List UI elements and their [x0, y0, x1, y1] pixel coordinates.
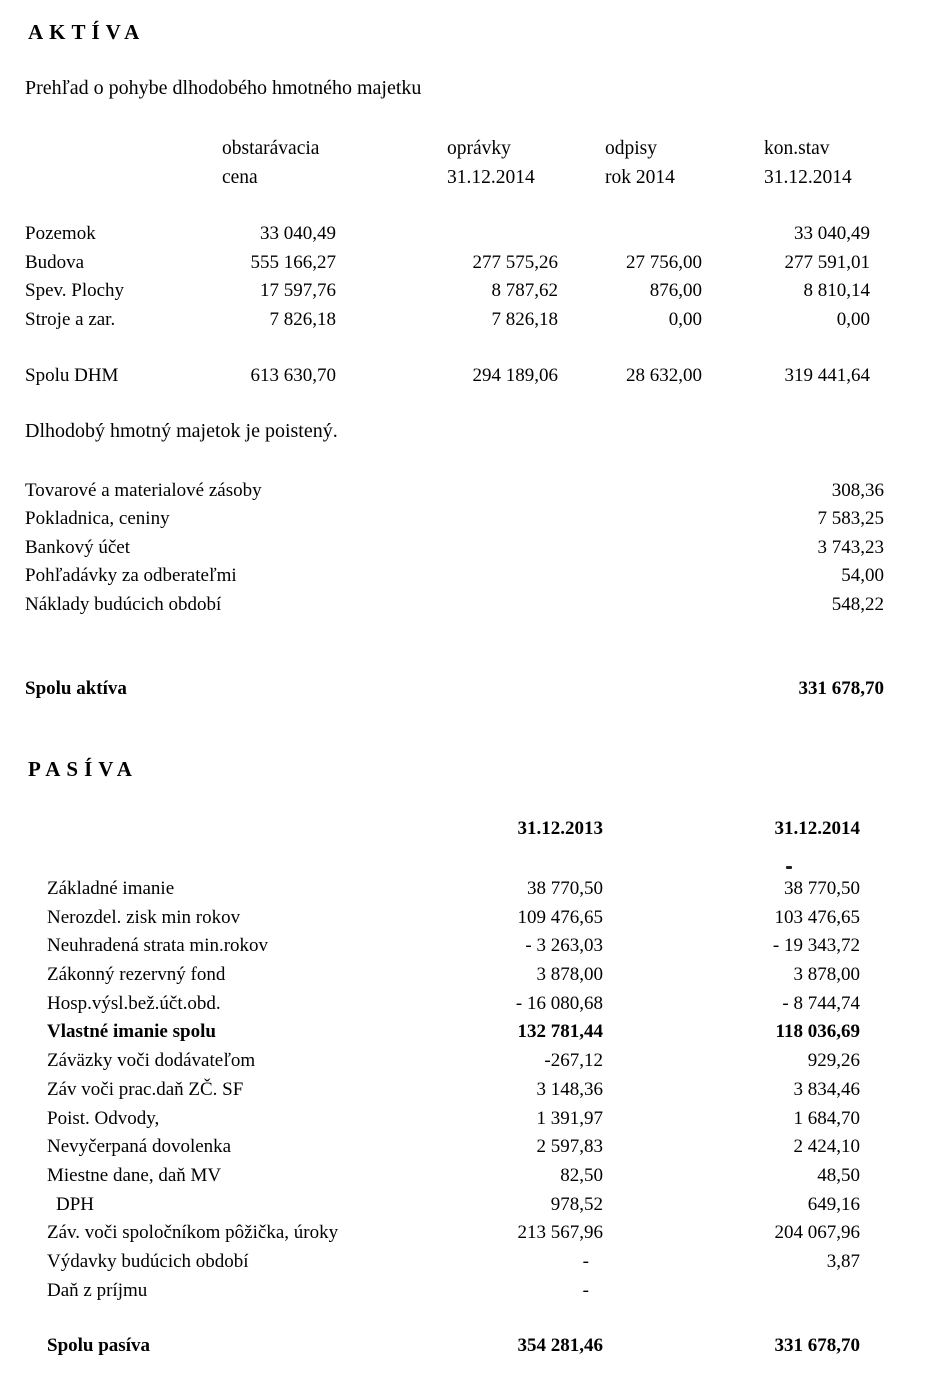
row-label: Spolu aktíva: [25, 678, 127, 699]
row-label: Záväzky voči dodávateľom: [47, 1050, 256, 1072]
cell-odpisy: 28 632,00: [626, 365, 702, 386]
cell-2014: 2 424,10: [793, 1136, 860, 1158]
aktiva-section-heading: AKTÍVA: [28, 20, 146, 44]
cell-2013: 38 770,50: [527, 878, 603, 899]
dhm-col-header-opravky: [447, 135, 535, 192]
cell-2014: 331 678,70: [774, 1335, 860, 1356]
cell-2013: 3 878,00: [536, 964, 603, 986]
cell-2014: 929,26: [807, 1050, 860, 1072]
row-label: Bankový účet: [25, 536, 131, 558]
equity-total-row: [47, 1018, 860, 1047]
row-label: Miestne dane, daň MV: [47, 1164, 222, 1186]
table-row: [25, 277, 870, 306]
current-assets-list: [25, 477, 884, 619]
row-value: 3 743,23: [817, 536, 884, 558]
cell-2013: 109 476,65: [517, 906, 603, 928]
cell-2014: 38 770,50: [784, 878, 860, 899]
dhm-col-header-line: cena: [222, 166, 258, 188]
dhm-col-header-line: kon.stav: [764, 138, 830, 159]
dhm-col-header-line: 31.12.2014: [447, 166, 535, 188]
scan-artifact-dot: [786, 866, 792, 869]
cell-2014: 3,87: [826, 1250, 860, 1272]
cell-2014: 1 684,70: [793, 1107, 860, 1129]
row-label: Neuhradená strata min.rokov: [47, 935, 269, 957]
pasiva-col-header-2013: 31.12.2013: [517, 818, 603, 839]
table-row: [47, 1332, 860, 1361]
dhm-col-header-line: obstarávacia: [222, 138, 320, 159]
pasiva-col-header-2014: 31.12.2014: [774, 818, 860, 839]
row-label: Záv voči prac.daň ZČ. SF: [47, 1078, 244, 1100]
cell-2014: - 19 343,72: [772, 935, 860, 957]
cell-konstav: 319 441,64: [784, 365, 870, 386]
cell-2013: -: [582, 1250, 589, 1272]
table-row: [47, 961, 860, 990]
table-row: [47, 1076, 860, 1105]
cell-2014: 649,16: [807, 1193, 860, 1215]
row-label: Daň z príjmu: [47, 1279, 148, 1301]
dhm-total-row-wrap: [25, 362, 870, 391]
dhm-col-header-obstaravacia: [222, 135, 319, 192]
pasiva-col-headers: [47, 815, 860, 844]
cell-2014: 118 036,69: [775, 1021, 860, 1043]
cell-konstav: 33 040,49: [794, 223, 870, 244]
row-label: Nevyčerpaná dovolenka: [47, 1136, 232, 1158]
table-row: [47, 990, 860, 1019]
table-row: [47, 932, 860, 961]
dhm-col-header-line: 31.12.2014: [764, 166, 852, 188]
cell-2013: 1 391,97: [536, 1107, 603, 1129]
row-value: 7 583,25: [817, 508, 884, 530]
cell-opravky: [336, 220, 558, 249]
cell-odpisy: 0,00: [668, 308, 702, 330]
pasiva-table-body: [47, 875, 860, 1305]
table-row: [47, 1162, 860, 1191]
row-label: Stroje a zar.: [25, 308, 116, 330]
cell-2013: 213 567,96: [517, 1222, 603, 1244]
dhm-col-header-odpisy: [605, 135, 675, 192]
cell-obstaravacia-cena: 33 040,49: [260, 223, 336, 244]
table-row: [47, 1277, 860, 1306]
dhm-insured-note: Dlhodobý hmotný majetok je poistený.: [25, 420, 338, 442]
cell-konstav: 277 591,01: [784, 251, 870, 273]
pasiva-total-row: [47, 1332, 860, 1361]
table-row: [47, 1105, 860, 1134]
table-row: [47, 1219, 860, 1248]
cell-opravky: 8 787,62: [491, 280, 558, 301]
row-label: Spolu DHM: [25, 365, 119, 386]
cell-2014: 204 067,96: [774, 1222, 860, 1244]
row-label: Nerozdel. zisk min rokov: [47, 906, 241, 928]
cell-2013: 978,52: [550, 1193, 603, 1215]
cell-2013: 3 148,36: [536, 1078, 603, 1100]
table-row: [25, 249, 870, 278]
cell-2013: -: [582, 1279, 589, 1301]
cell-obstaravacia-cena: 613 630,70: [250, 365, 336, 386]
cell-2013: 82,50: [560, 1164, 603, 1186]
row-value: 308,36: [831, 480, 884, 501]
cell-odpisy: 876,00: [649, 280, 702, 301]
row-label: Budova: [25, 251, 85, 273]
table-row: [25, 306, 870, 335]
row-label: Základné imanie: [47, 878, 175, 899]
table-row: [25, 220, 870, 249]
list-item: [25, 477, 884, 505]
cell-2013: - 16 080,68: [515, 992, 603, 1014]
cell-2014: - 8 744,74: [782, 992, 860, 1014]
cell-konstav: 8 810,14: [803, 280, 870, 301]
list-item: [25, 562, 884, 590]
cell-odpisy: [558, 220, 702, 249]
dhm-total-row: [25, 362, 870, 391]
list-item: [25, 534, 884, 562]
row-label: Pohľadávky za odberateľmi: [25, 565, 237, 587]
cell-odpisy: 27 756,00: [626, 251, 702, 273]
cell-opravky: 7 826,18: [491, 308, 558, 330]
row-label: Pozemok: [25, 223, 96, 244]
row-label: Náklady budúcich období: [25, 593, 222, 615]
row-label: Pokladnica, ceniny: [25, 508, 170, 530]
dhm-col-header-line: oprávky: [447, 138, 511, 159]
cell-opravky: 294 189,06: [472, 365, 558, 386]
row-label: Spev. Plochy: [25, 280, 125, 301]
dhm-table-body: [25, 220, 870, 334]
table-row: [47, 1248, 860, 1277]
row-label: DPH: [56, 1193, 95, 1215]
table-row: [47, 1047, 860, 1076]
cell-obstaravacia-cena: 7 826,18: [269, 308, 336, 330]
table-row: [47, 875, 860, 904]
spacer: [47, 815, 427, 844]
list-item: [25, 591, 884, 619]
dhm-col-header-konstav: [764, 135, 852, 192]
cell-2013: -267,12: [544, 1050, 603, 1072]
cell-2014: [603, 1277, 860, 1306]
table-row: [25, 675, 884, 703]
dhm-col-header-line: odpisy: [605, 138, 658, 159]
cell-konstav: 0,00: [836, 308, 870, 330]
cell-2013: 132 781,44: [517, 1021, 603, 1043]
cell-2013: 2 597,83: [536, 1136, 603, 1158]
dhm-col-header-line: rok 2014: [605, 166, 675, 188]
table-row: [47, 1191, 860, 1220]
aktiva-total-row: [25, 675, 884, 703]
table-row: [47, 904, 860, 933]
cell-2014: 103 476,65: [774, 906, 860, 928]
row-label: Zákonný rezervný fond: [47, 964, 226, 986]
cell-2013: 354 281,46: [517, 1335, 603, 1356]
row-label: Záv. voči spoločníkom pôžička, úroky: [47, 1222, 339, 1244]
table-row: [47, 1133, 860, 1162]
cell-obstaravacia-cena: 17 597,76: [260, 280, 336, 301]
row-value: 331 678,70: [798, 678, 884, 699]
row-label: Poist. Odvody,: [47, 1107, 160, 1129]
row-label: Tovarové a materialové zásoby: [25, 480, 262, 501]
row-label: Hosp.výsl.bež.účt.obd.: [47, 992, 221, 1014]
row-label: Vlastné imanie spolu: [47, 1021, 216, 1043]
cell-2014: 48,50: [817, 1164, 860, 1186]
list-item: [25, 505, 884, 533]
cell-2013: - 3 263,03: [525, 935, 603, 957]
row-value: 54,00: [841, 565, 884, 587]
cell-opravky: 277 575,26: [472, 251, 558, 273]
row-value: 548,22: [831, 593, 884, 615]
row-label: Výdavky budúcich období: [47, 1250, 249, 1272]
row-label: Spolu pasíva: [47, 1335, 150, 1356]
cell-obstaravacia-cena: 555 166,27: [250, 251, 336, 273]
dhm-overview-intro: Prehľad o pohybe dlhodobého hmotného majetku: [25, 77, 422, 99]
cell-2014: 3 878,00: [793, 964, 860, 986]
pasiva-section-heading: PASÍVA: [28, 757, 138, 781]
cell-2014: 3 834,46: [793, 1078, 860, 1100]
